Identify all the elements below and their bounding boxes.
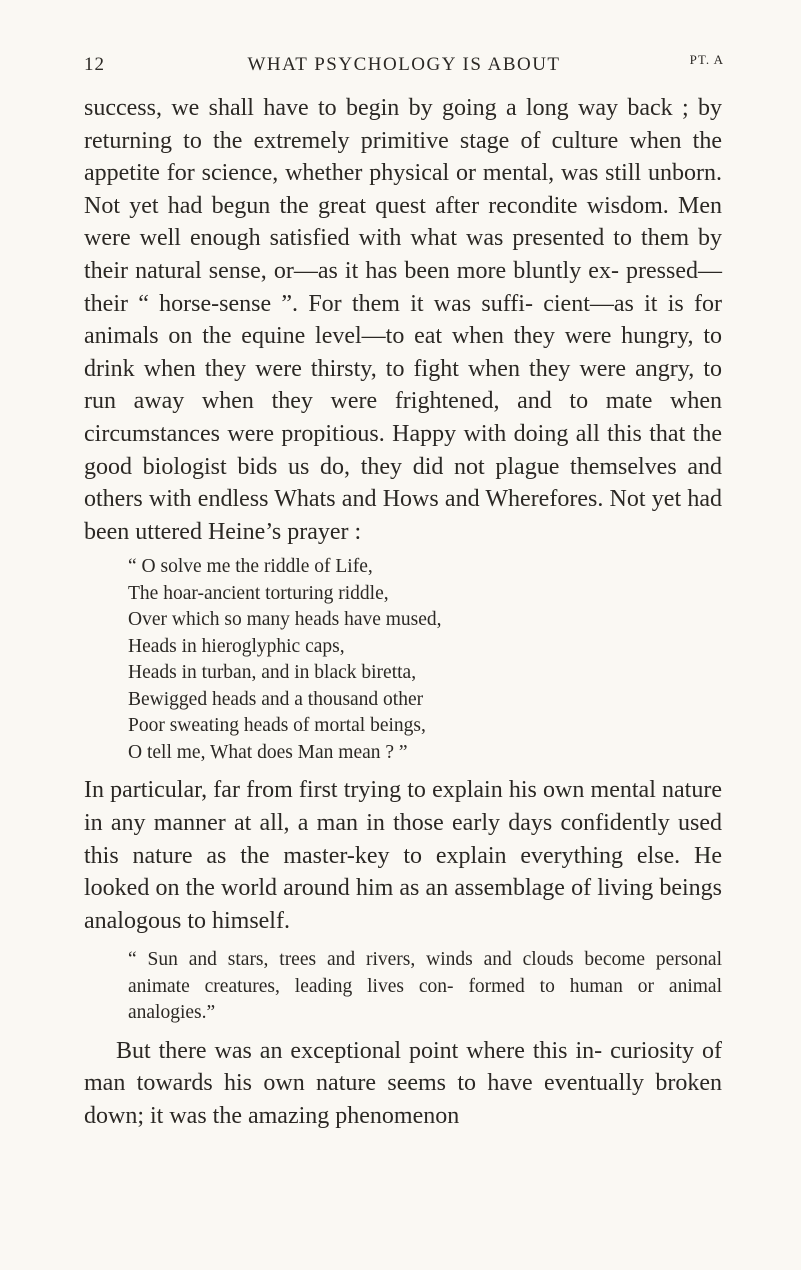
verse-line: Heads in hieroglyphic caps,: [128, 635, 345, 657]
running-head: [84, 54, 724, 84]
verse-line: Heads in turban, and in black biretta,: [128, 662, 417, 684]
verse-line: O tell me, What does Man mean ? ”: [128, 741, 408, 763]
verse-line: Bewigged heads and a thousand other: [128, 688, 424, 710]
verse-line: “ O solve me the riddle of Life,: [128, 556, 373, 578]
paragraph-master-key: In particular, far from first trying to explain his own mental nature in any manner at all, a man in those early days confidently used this nature as the master-key to explain everything else. He looked on the world around him as an assemblage of living beings analogous to himself.: [84, 777, 722, 934]
verse-line: The hoar-ancient torturing riddle,: [128, 582, 389, 604]
paragraph-closing: But there was an exceptional point where this in- curiosity of man towards his own nature seems to have eventually broken down; it was the amazing phenomenon: [84, 1037, 722, 1129]
verse-line: Over which so many heads have mused,: [128, 609, 442, 631]
body-text: [84, 92, 722, 1133]
paragraph-opening: success, we shall have to begin by going a long way back ; by returning to the extremely primitive stage of culture when the appetite for science, whether physical or mental, was still unborn. Not yet had begun the great quest after recondite wisdom. Men were well enough satisfied with what was presented to them by their natural sense, or—as it has been more bluntly ex- pressed—their “ horse-sense ”. For them it was suffi- cient—as it is for animals on the equine level—to eat when they were hungry, to drink when they were thirsty, to fight when they were angry, to run away when they were frightened, and to mate when circumstances were propitious. Happy with doing all this that the good biologist bids us do, they did not plague themselves and others with endless Whats and Hows and Wherefores. Not yet had been uttered Heine’s prayer :: [84, 95, 722, 545]
verse-line: Poor sweating heads of mortal beings,: [128, 715, 426, 737]
page-number: 12: [84, 54, 105, 75]
running-head-title: WHAT PSYCHOLOGY IS ABOUT: [247, 54, 561, 75]
block-quote: “ Sun and stars, trees and rivers, winds and clouds become personal animate creatures, leading lives con- formed to human or animal analogies.”: [128, 949, 722, 1024]
part-label: PT. A: [689, 52, 724, 67]
heine-verse: [84, 554, 722, 766]
